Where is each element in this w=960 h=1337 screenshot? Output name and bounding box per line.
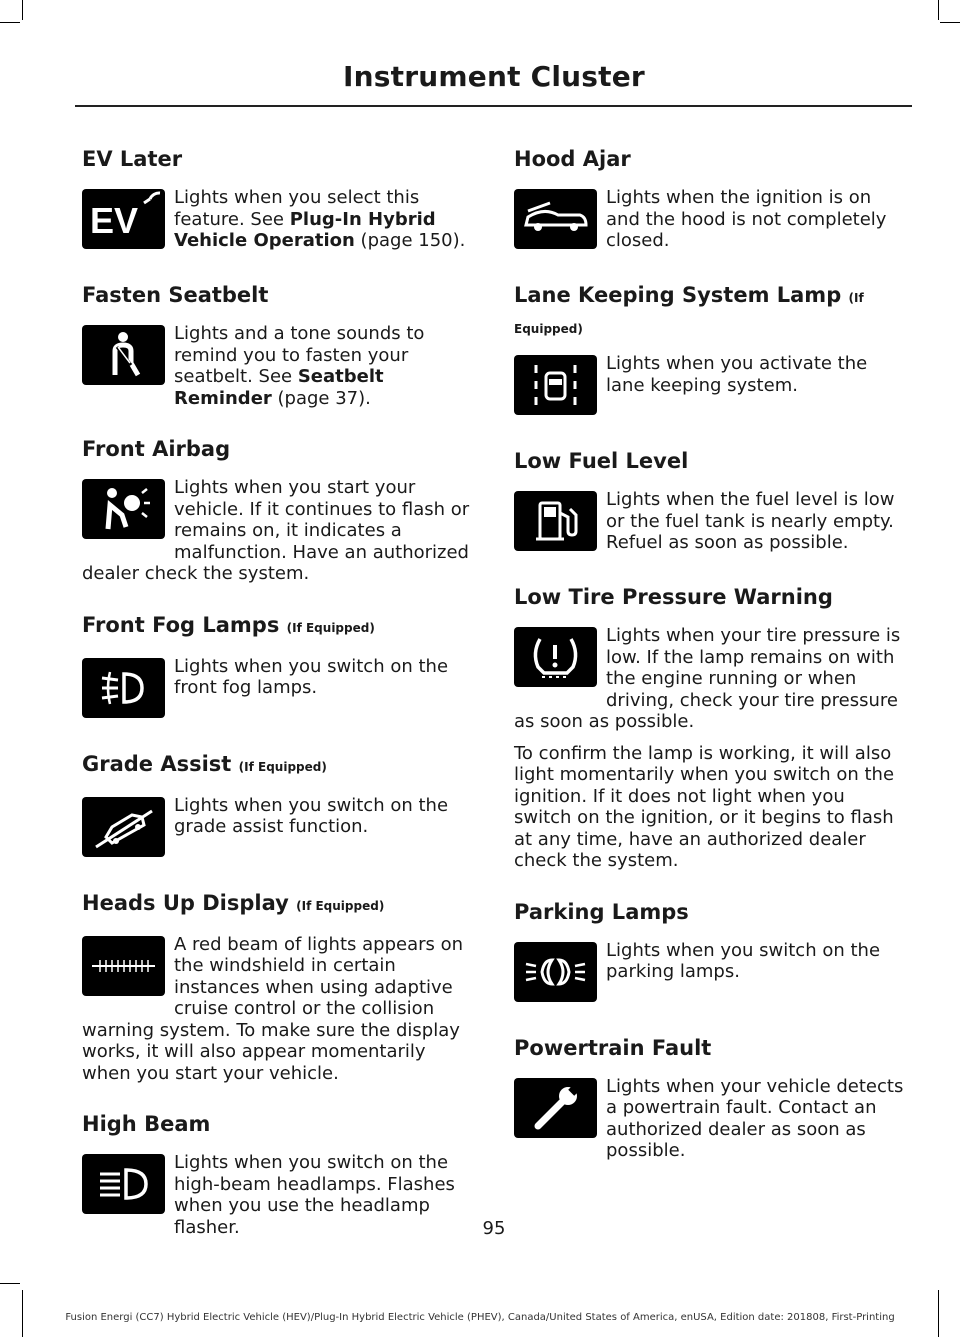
left-column	[82, 145, 475, 1264]
section-text: Lights when you activate the lane keeping system.	[606, 353, 868, 396]
page-footer: Fusion Energi (CC7) Hybrid Electric Vehicle (HEV)/Plug-In Hybrid Electric Vehicle (PHEV), Canada/United States of America, enUSA, Edition date: 201808, First-Printing	[65, 1312, 895, 1323]
section-title: Low Tire Pressure Warning	[514, 585, 833, 609]
ev-later-icon	[82, 189, 165, 249]
section-front-airbag	[82, 435, 475, 585]
parking-lamps-icon	[514, 942, 597, 1002]
page-reference-link[interactable]: Seatbelt Reminder	[174, 366, 384, 409]
section-grade-assist	[82, 750, 475, 863]
crop-mark	[940, 22, 960, 23]
section-front-fog-lamps	[82, 611, 475, 724]
section-text: Lights when you switch on the high-beam headlamps. Flashes when you use the headlamp flasher.	[174, 1152, 455, 1238]
svg-text:EV: EV	[90, 200, 139, 241]
section-text: Lights when you switch on the grade assist function.	[174, 794, 449, 837]
section-text: Lights when you switch on the front fog lamps.	[174, 655, 449, 698]
section-title: Grade Assist (If Equipped)	[82, 751, 327, 776]
section-title: Front Fog Lamps (If Equipped)	[82, 612, 375, 637]
section-hood-ajar	[514, 145, 907, 255]
seatbelt-icon	[82, 325, 165, 385]
front-fog-lamp-icon	[82, 658, 165, 718]
section-text: Lights when you select this feature. See Plug-In Hybrid Vehicle Operation (page 150).	[174, 187, 466, 251]
section-title: Fasten Seatbelt	[82, 283, 269, 307]
section-low-tire-pressure	[514, 583, 907, 872]
crop-mark	[938, 0, 939, 20]
section-text: Lights when you switch on the parking lamps.	[606, 939, 881, 982]
section-text: Lights when the fuel level is low or the fuel tank is nearly empty. Refuel as soon as possible.	[606, 489, 895, 553]
section-low-fuel	[514, 447, 907, 557]
right-column	[514, 145, 907, 1188]
section-title: Heads Up Display (If Equipped)	[82, 890, 385, 915]
lane-keeping-icon	[514, 355, 597, 415]
section-title: Lane Keeping System Lamp (If Equipped)	[514, 283, 864, 336]
section-lane-keeping	[514, 281, 907, 421]
section-text: Lights when you start your vehicle. If it continues to flash or remains on, it indicates a malfunction. Have an authorized dealer check the system.	[82, 477, 470, 584]
section-title: High Beam	[82, 1112, 211, 1136]
page-number: 95	[482, 1218, 506, 1239]
section-title: Hood Ajar	[514, 147, 631, 171]
header-rule	[75, 105, 912, 107]
crop-mark	[22, 0, 23, 20]
tire-pressure-icon	[514, 627, 597, 687]
high-beam-icon	[82, 1154, 165, 1214]
section-text: Lights when your vehicle detects a powertrain fault. Contact an authorized dealer as soon as possible.	[606, 1075, 904, 1161]
section-ev-later	[82, 145, 475, 255]
section-text: A red beam of lights appears on the windshield in certain instances when using adaptive cruise control or the collision warning system. To make sure the display works, it will also appear momentarily when you start your vehicle.	[82, 933, 464, 1084]
grade-assist-icon	[82, 797, 165, 857]
section-parking-lamps	[514, 898, 907, 1008]
fuel-pump-icon	[514, 491, 597, 551]
page-title: Instrument Cluster	[343, 60, 645, 93]
section-title: Parking Lamps	[514, 899, 689, 924]
airbag-icon	[82, 479, 165, 539]
section-title: EV Later	[82, 147, 183, 171]
section-text: Lights when your tire pressure is low. If the lamp remains on with the engine running or when driving, check your tire pressure as soon as possible.	[514, 625, 901, 732]
section-title: Powertrain Fault	[514, 1035, 712, 1060]
wrench-icon	[514, 1078, 597, 1138]
heads-up-display-icon	[82, 936, 165, 996]
section-heads-up-display	[82, 889, 475, 1085]
page-reference-link[interactable]: Plug-In Hybrid Vehicle Operation	[174, 208, 436, 251]
section-powertrain-fault	[514, 1034, 907, 1162]
crop-mark	[0, 1283, 20, 1284]
section-text: Lights when the ignition is on and the hood is not completely closed.	[606, 187, 887, 251]
section-fasten-seatbelt	[82, 281, 475, 409]
hood-ajar-icon	[514, 189, 597, 249]
section-title: Low Fuel Level	[514, 449, 689, 473]
crop-mark	[0, 22, 20, 23]
section-title: Front Airbag	[82, 437, 231, 461]
section-text-extra: To confirm the lamp is working, it will also light momentarily when you switch on the ignition. If it does not light when you switch on the ignition, or it begins to flash at any time, have an authorized dealer check the system.	[514, 742, 895, 871]
section-text: Lights and a tone sounds to remind you to fasten your seatbelt. See Seatbelt Reminder (page 37).	[174, 323, 425, 409]
